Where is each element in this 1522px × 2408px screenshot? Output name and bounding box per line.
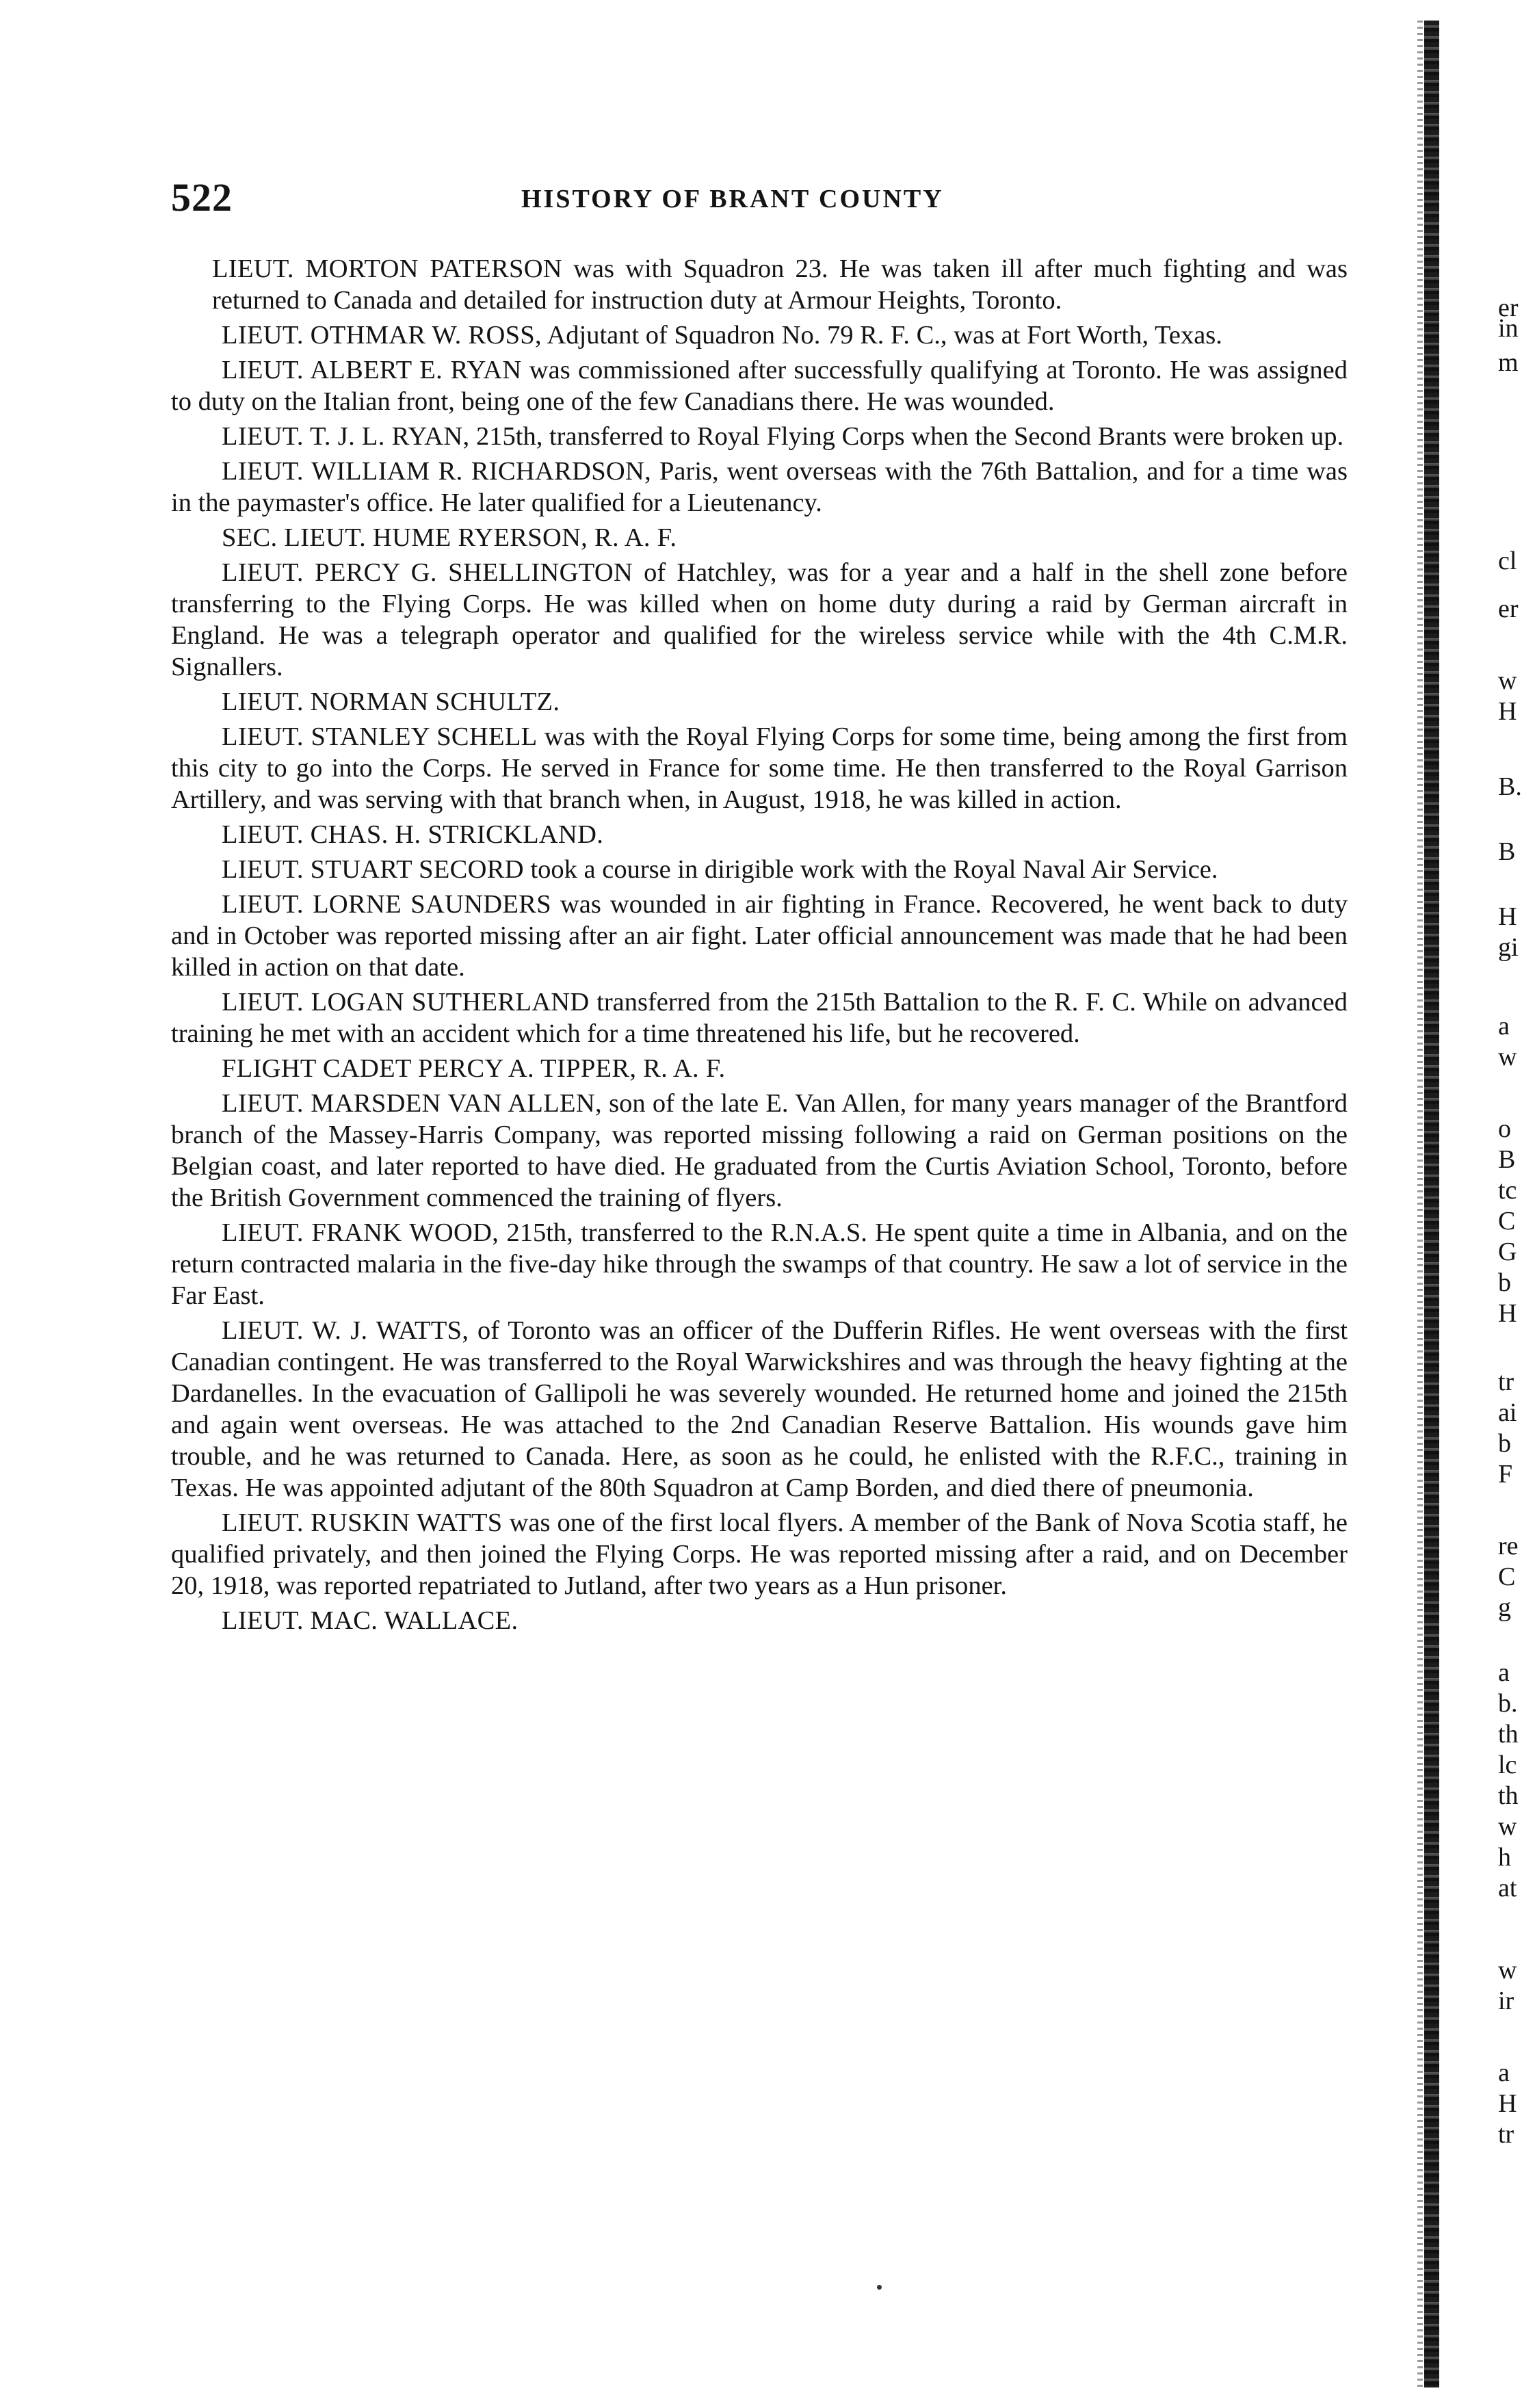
entry-text: son of the late E. Van Allen, for many years manager of the Brantford branch of the Massey-Harris Company, was reported missing following a raid on German positions on the Belgian coast, and later reported to have died. He graduated from the Curtis Aviation School, Toronto, before the British Government commenced the training of flyers. xyxy=(171,1089,1348,1212)
entry-text: Paris, went overseas with the 76th Battalion, and for a time was in the paymaster's office. He later qualified for a Lieutenancy. xyxy=(171,457,1348,517)
facing-fragment-text: b xyxy=(1498,1429,1511,1458)
facing-fragment-text: h xyxy=(1498,1843,1511,1872)
facing-fragment-text: C xyxy=(1498,1562,1516,1591)
entry-paragraph xyxy=(171,1053,1348,1084)
entry-paragraph xyxy=(171,354,1348,417)
entry-name: LIEUT. NORMAN SCHULTZ. xyxy=(222,688,560,716)
facing-fragment-text: H xyxy=(1498,697,1517,726)
entry-name: LIEUT. CHAS. H. STRICKLAND. xyxy=(222,820,604,849)
facing-fragment-text: a xyxy=(1498,2058,1510,2087)
entry-name: LIEUT. WILLIAM R. RICHARDSON, xyxy=(222,457,652,486)
entry-paragraph xyxy=(171,1605,1348,1636)
entry-name: LIEUT. OTHMAR W. ROSS, xyxy=(222,321,542,350)
entry-text: 215th, transferred to the R.N.A.S. He spent quite a time in Albania, and on the return contracted malaria in the five-day hike through the swamps of that country. He saw a lot of service in the Far East. xyxy=(171,1218,1348,1310)
entry-name: LIEUT. LORNE SAUNDERS xyxy=(222,890,551,919)
facing-fragment-text: C xyxy=(1498,1207,1516,1235)
entry-text: of Toronto was an officer of the Dufferin Rifles. He went overseas with the first Canadian contingent. He was transferred to the Royal Warwickshires and was through the heavy fighting at the Dardanelles. In the evacuation of Gallipoli he was severely wounded. He returned home and joined the 215th and again went overseas. He was attached to the 2nd Canadian Reserve Battalion. His wounds gave him trouble, and he was returned to Canada. Here, as soon as he could, he enlisted with the R.F.C., training in Texas. He was appointed adjutant of the 80th Squadron at Camp Borden, and died there of pneumonia. xyxy=(171,1316,1348,1502)
entry-paragraph xyxy=(171,854,1348,885)
facing-fragment-text: tr xyxy=(1498,1367,1514,1396)
running-head: HISTORY OF BRANT COUNTY xyxy=(521,185,944,213)
facing-fragment-text: w xyxy=(1498,666,1517,695)
facing-fragment-text: H xyxy=(1498,2089,1517,2118)
entry-text: of Hatchley, was for a year and a half in the shell zone before transferring to the Flying Corps. He was killed when on home duty during a raid by German aircraft in England. He was a telegraph operator and qualified for the wireless service while with the 4th C.M.R. Signallers. xyxy=(171,558,1348,681)
facing-fragment-text: er xyxy=(1498,293,1519,322)
entry-paragraph xyxy=(171,319,1348,351)
facing-fragment-text: B xyxy=(1498,837,1516,866)
facing-fragment-text: a xyxy=(1498,1012,1510,1041)
facing-fragment-text: ir xyxy=(1498,1987,1514,2015)
gutter-shadow xyxy=(1417,21,1423,2387)
facing-fragment-text: re xyxy=(1498,1532,1519,1560)
entry-text: took a course in dirigible work with the Royal Naval Air Service. xyxy=(523,855,1218,884)
entry-name: LIEUT. W. J. WATTS, xyxy=(222,1316,469,1345)
facing-fragment-text: F xyxy=(1498,1460,1513,1489)
facing-fragment-text: in xyxy=(1498,314,1519,343)
binding-gutter xyxy=(1424,21,1439,2387)
entry-paragraph xyxy=(171,819,1348,850)
entry-paragraph xyxy=(171,1507,1348,1601)
entry-text: was one of the first local flyers. A member of the Bank of Nova Scotia staff, he qualified privately, and then joined the Flying Corps. He was reported missing after a raid, and on December 20, 1918, was reported repatriated to Jutland, after two years as a Hun prisoner. xyxy=(171,1508,1348,1600)
entry-paragraph xyxy=(171,1088,1348,1214)
entry-paragraph xyxy=(171,253,1348,316)
facing-fragment-text: er xyxy=(1498,594,1519,623)
facing-fragment-text: th xyxy=(1498,1781,1519,1810)
facing-fragment-text: b xyxy=(1498,1268,1511,1297)
entry-paragraph xyxy=(171,889,1348,983)
entry-name: LIEUT. MAC. WALLACE. xyxy=(222,1606,519,1635)
facing-fragment-text: ai xyxy=(1498,1398,1517,1427)
entry-name: LIEUT. MORTON PATERSON xyxy=(212,254,562,283)
facing-fragment-text: gi xyxy=(1498,933,1519,962)
entry-name: FLIGHT CADET PERCY A. TIPPER, R. A. F. xyxy=(222,1054,726,1083)
facing-fragment-text: H xyxy=(1498,902,1517,931)
entry-text: 215th, transferred to Royal Flying Corps when the Second Brants were broken up. xyxy=(469,422,1344,451)
entry-paragraph xyxy=(171,1217,1348,1311)
facing-page-fragment xyxy=(1498,0,1522,2408)
entry-name: LIEUT. T. J. L. RYAN, xyxy=(222,422,470,451)
entry-text: was with Squadron 23. He was taken ill after much fighting and was returned to Canada and detailed for instruction duty at Armour Heights, Toronto. xyxy=(212,254,1348,315)
facing-fragment-text: cl xyxy=(1498,547,1517,575)
facing-fragment-text: b. xyxy=(1498,1689,1518,1718)
entry-name: LIEUT. LOGAN SUTHERLAND xyxy=(222,988,590,1017)
facing-fragment-text: th xyxy=(1498,1720,1519,1749)
entry-text: was wounded in air fighting in France. Recovered, he went back to duty and in October was reported missing after an air fight. Later official announcement was made that he had been killed in action on that date. xyxy=(171,890,1348,982)
entry-name: LIEUT. PERCY G. SHELLINGTON xyxy=(222,558,633,587)
page-header xyxy=(171,174,1348,229)
facing-fragment-text: at xyxy=(1498,1874,1517,1902)
entry-paragraph xyxy=(171,686,1348,718)
entry-name: SEC. LIEUT. HUME RYERSON, R. A. F. xyxy=(222,523,677,552)
facing-fragment-text: a xyxy=(1498,1658,1510,1687)
entry-name: LIEUT. STUART SECORD xyxy=(222,855,524,884)
entry-name: LIEUT. FRANK WOOD, xyxy=(222,1218,499,1247)
facing-fragment-text: B xyxy=(1498,1145,1516,1174)
facing-fragment-text: tc xyxy=(1498,1176,1517,1205)
facing-fragment-text: B. xyxy=(1498,772,1522,801)
entry-paragraph xyxy=(171,1315,1348,1504)
stray-mark xyxy=(877,2285,882,2290)
facing-fragment-text: o xyxy=(1498,1114,1511,1143)
entry-paragraph xyxy=(171,522,1348,553)
facing-fragment-text: w xyxy=(1498,1043,1517,1071)
entry-paragraph xyxy=(171,421,1348,452)
facing-fragment-text: lc xyxy=(1498,1751,1517,1779)
entry-name: LIEUT. MARSDEN VAN ALLEN, xyxy=(222,1089,602,1118)
entry-text: transferred from the 215th Battalion to the R. F. C. While on advanced training he met with an accident which for a time threatened his life, but he recovered. xyxy=(171,988,1348,1048)
body-text xyxy=(171,253,1348,1640)
facing-fragment-text: H xyxy=(1498,1299,1517,1328)
facing-fragment-text: tr xyxy=(1498,2120,1514,2149)
facing-fragment-text: g xyxy=(1498,1593,1511,1622)
entry-paragraph xyxy=(171,721,1348,815)
facing-fragment-text: m xyxy=(1498,348,1519,377)
facing-fragment-text: w xyxy=(1498,1956,1517,1985)
facing-fragment-text: G xyxy=(1498,1238,1517,1266)
entry-paragraph xyxy=(171,456,1348,519)
page-number: 522 xyxy=(171,175,233,220)
entry-text: Adjutant of Squadron No. 79 R. F. C., was at Fort Worth, Texas. xyxy=(541,321,1222,350)
entry-paragraph xyxy=(171,557,1348,683)
entry-text: was commissioned after successfully qualifying at Toronto. He was assigned to duty on the Italian front, being one of the few Canadians there. He was wounded. xyxy=(171,356,1348,416)
entry-name: LIEUT. STANLEY SCHELL xyxy=(222,722,538,751)
facing-fragment-text: w xyxy=(1498,1812,1517,1841)
entry-name: LIEUT. ALBERT E. RYAN xyxy=(222,356,522,384)
entry-name: LIEUT. RUSKIN WATTS xyxy=(222,1508,503,1537)
entry-text: was with the Royal Flying Corps for some time, being among the first from this city to go into the Corps. He served in France for some time. He then transferred to the Royal Garrison Artillery, and was serving with that branch when, in August, 1918, he was killed in action. xyxy=(171,722,1348,814)
entry-paragraph xyxy=(171,986,1348,1049)
